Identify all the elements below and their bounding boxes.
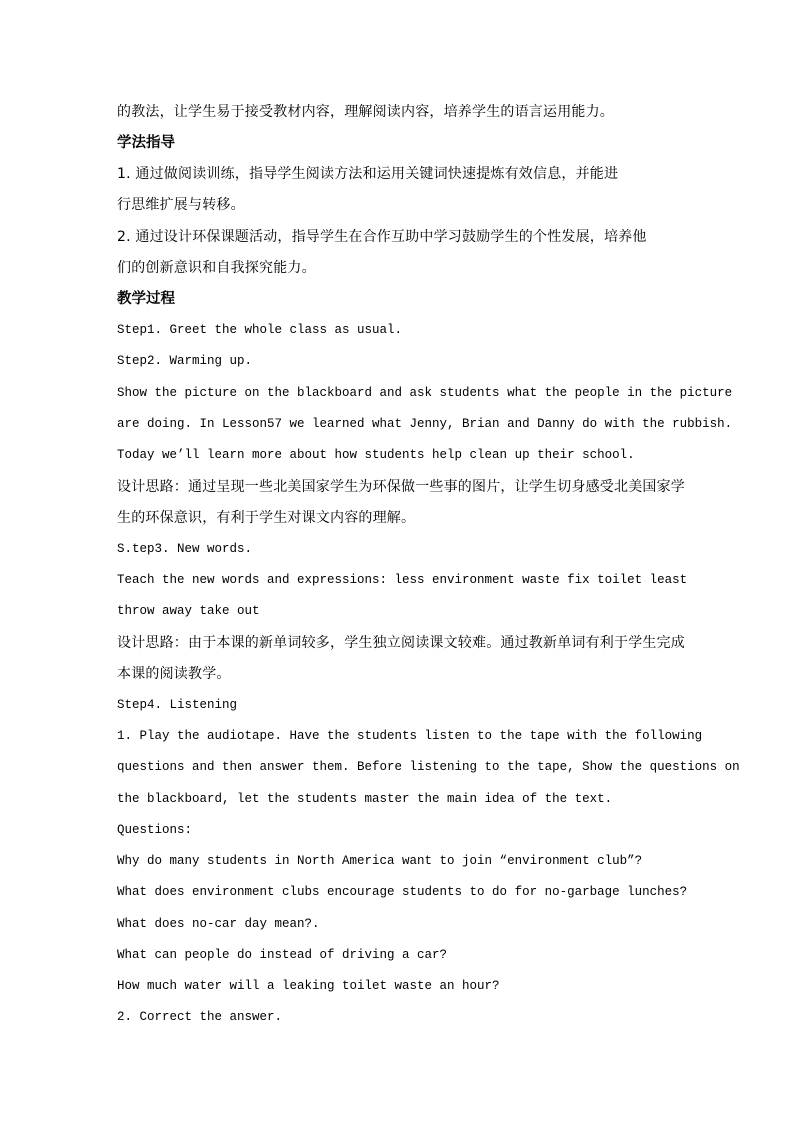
design-idea-line: 本课的阅读教学。: [117, 666, 231, 682]
paragraph-line: questions and then answer them. Before listening to the tape, Show the questions on: [117, 760, 740, 774]
paragraph-line: are doing. In Lesson57 we learned what Jenny, Brian and Danny do with the rubbish.: [117, 417, 733, 431]
question-item: How much water will a leaking toilet waste an hour?: [117, 979, 500, 993]
question-item: What does no-car day mean?.: [117, 917, 320, 931]
design-idea-line: 设计思路：通过呈现一些北美国家学生为环保做一些事的图片，让学生切身感受北美国家学: [117, 479, 685, 495]
question-item: What does environment clubs encourage students to do for no-garbage lunches?: [117, 885, 688, 899]
paragraph-line: 的教法，让学生易于接受教材内容，理解阅读内容，培养学生的语言运用能力。: [117, 104, 614, 120]
paragraph-line: 们的创新意识和自我探究能力。: [117, 260, 316, 276]
questions-label: Questions:: [117, 823, 193, 837]
paragraph-line: Show the picture on the blackboard and ask students what the people in the picture: [117, 386, 733, 400]
paragraph-line: 2. 通过设计环保课题活动，指导学生在合作互助中学习鼓励学生的个性发展，培养他: [117, 229, 647, 245]
question-item: Why do many students in North America want to join “environment club”?: [117, 854, 643, 868]
paragraph-line: throw away take out: [117, 604, 260, 618]
step-3-line: S.tep3. New words.: [117, 542, 253, 556]
paragraph-line: 行思维扩展与转移。: [117, 197, 245, 213]
design-idea-line: 设计思路：由于本课的新单词较多，学生独立阅读课文较难。通过教新单词有利于学生完成: [117, 635, 685, 651]
paragraph-line: the blackboard, let the students master the main idea of the text.: [117, 792, 613, 806]
step-1-line: Step1. Greet the whole class as usual.: [117, 323, 403, 337]
paragraph-line: 1. 通过做阅读训练，指导学生阅读方法和运用关键词快速提炼有效信息，并能进: [117, 166, 619, 182]
paragraph-line: 2. Correct the answer.: [117, 1010, 283, 1024]
design-idea-line: 生的环保意识，有利于学生对课文内容的理解。: [117, 510, 416, 526]
paragraph-line: Today we’ll learn more about how students help clean up their school.: [117, 448, 635, 462]
paragraph-line: 1. Play the audiotape. Have the students listen to the tape with the following: [117, 729, 703, 743]
step-2-line: Step2. Warming up.: [117, 354, 253, 368]
section-heading-study-method: 学法指导: [117, 135, 175, 151]
paragraph-line: Teach the new words and expressions: less environment waste fix toilet least: [117, 573, 688, 587]
question-item: What can people do instead of driving a car?: [117, 948, 448, 962]
section-heading-teaching-process: 教学过程: [117, 291, 175, 307]
step-4-line: Step4. Listening: [117, 698, 238, 712]
